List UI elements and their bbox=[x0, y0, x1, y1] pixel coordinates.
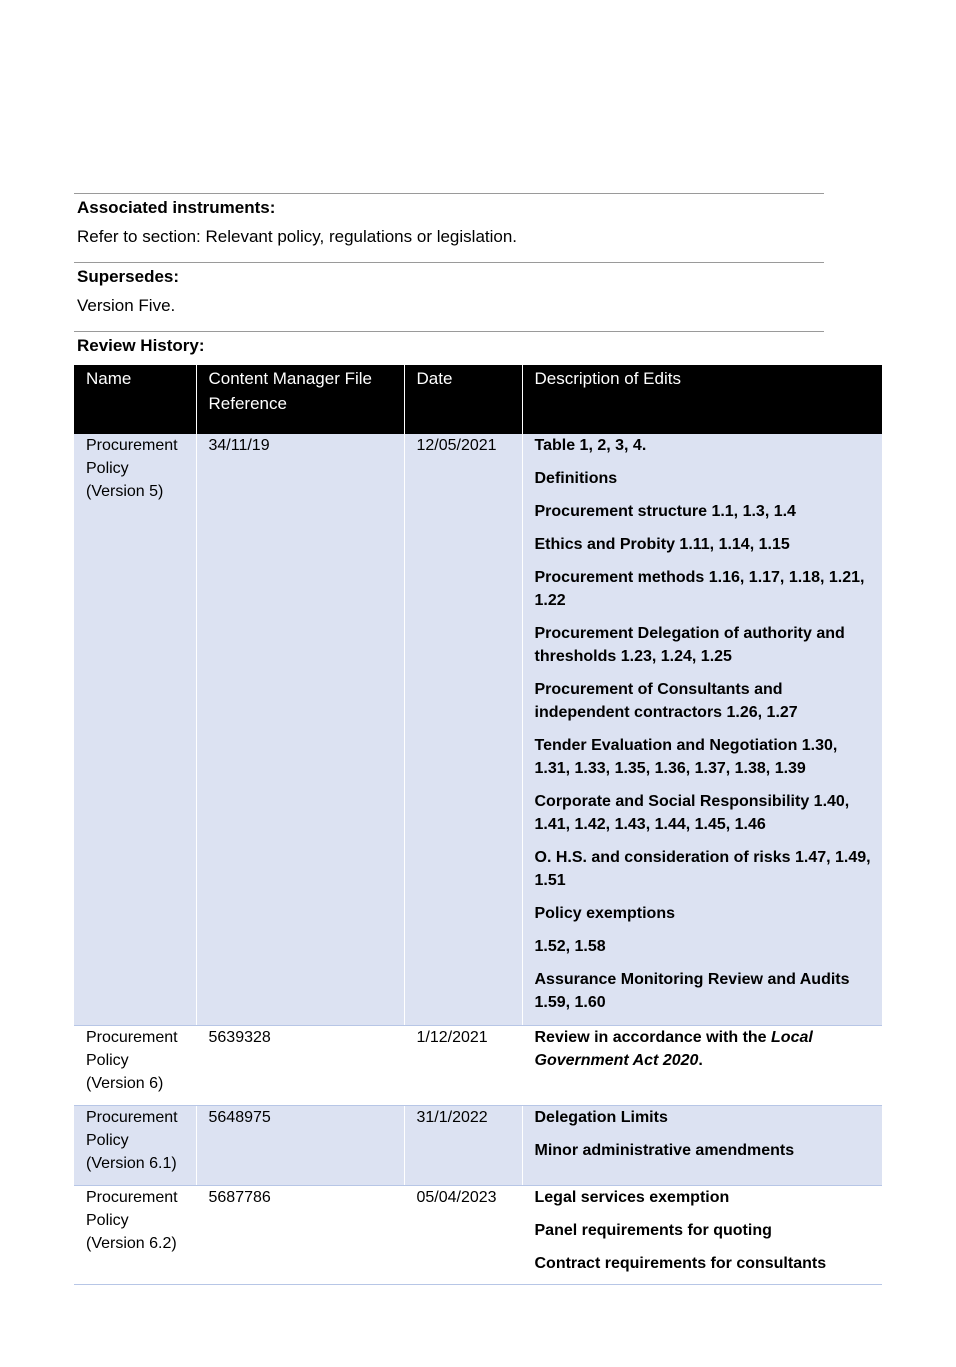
associated-instruments-section bbox=[74, 193, 824, 247]
cell-edits bbox=[522, 1186, 882, 1285]
edit-item: Procurement Delegation of authority and thresholds 1.23, 1.24, 1.25 bbox=[534, 625, 845, 665]
edit-item: 1.52, 1.58 bbox=[534, 938, 606, 955]
cell-date: 31/1/2022 bbox=[404, 1106, 522, 1186]
cell-edits bbox=[522, 1106, 882, 1186]
cell-ref: 5648975 bbox=[196, 1106, 404, 1186]
cell-ref: 5639328 bbox=[196, 1026, 404, 1106]
edit-item: Definitions bbox=[534, 470, 618, 487]
edit-item: Corporate and Social Responsibility 1.40, 1.41, 1.42, 1.43, 1.44, 1.45, 1.46 bbox=[534, 793, 850, 833]
edit-item: Legal services exemption bbox=[534, 1189, 730, 1206]
cell-date: 05/04/2023 bbox=[404, 1186, 522, 1285]
edit-item: O. H.S. and consideration of risks 1.47, 1.49, 1.51 bbox=[534, 849, 871, 889]
cell-date: 1/12/2021 bbox=[404, 1026, 522, 1106]
edit-item: Table 1, 2, 3, 4. bbox=[534, 437, 647, 454]
cell-name: Procurement Policy (Version 6.1) bbox=[74, 1106, 196, 1186]
header-name: Name bbox=[74, 365, 196, 434]
supersedes-section bbox=[74, 262, 824, 316]
edit-item: Assurance Monitoring Review and Audits 1.59, 1.60 bbox=[534, 971, 850, 1011]
edit-item: Delegation Limits bbox=[534, 1109, 668, 1126]
edit-item: Policy exemptions bbox=[534, 905, 675, 922]
cell-name: Procurement Policy (Version 5) bbox=[74, 434, 196, 1026]
review-history-heading: Review History: bbox=[77, 336, 205, 355]
edit-item: Contract requirements for consultants bbox=[534, 1255, 827, 1272]
table-row bbox=[74, 434, 882, 1026]
edit-act-title: Local Government Act 2020 bbox=[534, 1029, 813, 1069]
edit-item: Procurement of Consultants and independent contractors 1.26, 1.27 bbox=[534, 681, 798, 721]
cell-date: 12/05/2021 bbox=[404, 434, 522, 1026]
edit-item: Procurement structure 1.1, 1.3, 1.4 bbox=[534, 503, 796, 520]
cell-ref: 34/11/19 bbox=[196, 434, 404, 1026]
header-description: Description of Edits bbox=[522, 365, 882, 434]
cell-edits bbox=[522, 1026, 882, 1106]
cell-edits bbox=[522, 434, 882, 1026]
edit-prefix: Review in accordance with the bbox=[534, 1029, 772, 1046]
edit-item: Minor administrative amendments bbox=[534, 1142, 795, 1159]
table-row bbox=[74, 1106, 882, 1186]
associated-instruments-text: Refer to section: Relevant policy, regulations or legislation. bbox=[77, 227, 518, 246]
associated-instruments-heading: Associated instruments: bbox=[77, 198, 276, 217]
supersedes-heading: Supersedes: bbox=[77, 267, 180, 286]
table-row bbox=[74, 1026, 882, 1106]
review-history-section bbox=[74, 331, 824, 356]
edit-item: Procurement methods 1.16, 1.17, 1.18, 1.21, 1.22 bbox=[534, 569, 865, 609]
edit-item: Panel requirements for quoting bbox=[534, 1222, 772, 1239]
review-history-table bbox=[74, 365, 882, 1285]
supersedes-text: Version Five. bbox=[77, 296, 176, 315]
cell-name: Procurement Policy (Version 6) bbox=[74, 1026, 196, 1106]
header-date: Date bbox=[404, 365, 522, 434]
edit-item: Ethics and Probity 1.11, 1.14, 1.15 bbox=[534, 536, 790, 553]
table-header-row bbox=[74, 365, 882, 434]
table-row bbox=[74, 1186, 882, 1285]
edit-item bbox=[535, 1026, 875, 1072]
edit-suffix: . bbox=[698, 1052, 703, 1069]
cell-ref: 5687786 bbox=[196, 1186, 404, 1285]
header-file-reference: Content Manager File Reference bbox=[196, 365, 404, 434]
cell-name: Procurement Policy (Version 6.2) bbox=[74, 1186, 196, 1285]
edit-item: Tender Evaluation and Negotiation 1.30, 1.31, 1.33, 1.35, 1.36, 1.37, 1.38, 1.39 bbox=[534, 737, 838, 777]
